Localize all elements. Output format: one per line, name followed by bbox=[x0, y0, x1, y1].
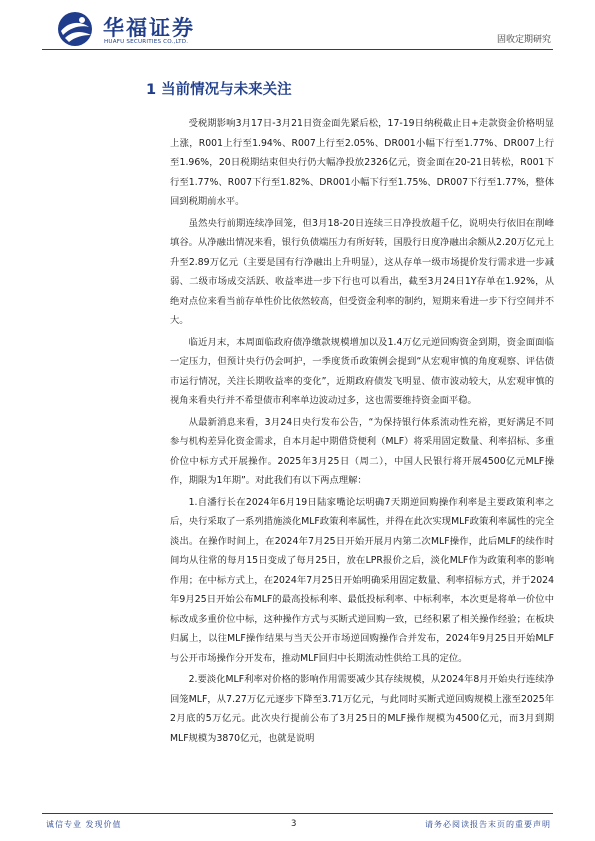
footer-disclaimer: 请务必阅读报告末页的重要声明 bbox=[425, 820, 551, 829]
body-text bbox=[170, 114, 554, 750]
footer-divider bbox=[42, 813, 553, 814]
huafu-logo-icon bbox=[55, 10, 99, 48]
page-header bbox=[0, 0, 595, 58]
logo-chinese-name: 华福证券 bbox=[103, 16, 195, 40]
footer-slogan: 诚信专业 发现价值 bbox=[46, 820, 122, 829]
logo-english-name: HUAFU SECURITIES CO.,LTD. bbox=[104, 39, 189, 45]
page-number: 3 bbox=[291, 819, 297, 829]
section-title: 1 当前情况与未来关注 bbox=[146, 82, 292, 98]
paragraph-1: 受税期影响3月17日-3月21日资金面先紧后松，17-19日纳税截止日+走款资金价格明显上涨，R001上行至1.94%、R007上行至2.05%、DR001小幅下行至1.77%、DR007上行至1.96%，20日税期结束但央行仍大幅净投放2326亿元，资金面在20-21日转松，R001下行至1.77%、R007下行至1.82%、DR001小幅下行至1.75%、DR007下行至1.77%，整体回到税期前水平。 bbox=[170, 118, 554, 207]
paragraph-4: 从最新消息来看，3月24日央行发布公告，“为保持银行体系流动性充裕，更好满足不同参与机构差异化资金需求，自本月起中期借贷便利（MLF）将采用固定数量、利率招标、多重价位中标方式开展操作。2025年3月25日（周二），中国人民银行将开展4500亿元MLF操作，期限为1年期”。对此我们有以下两点理解： bbox=[170, 416, 554, 486]
paragraph-3: 临近月末，本周面临政府债净缴款规模增加以及1.4万亿元逆回购资金到期，资金面面临一定压力，但预计央行仍会呵护，一季度货币政策例会提到“从宏观审慎的角度观察、评估债市运行情况，关注长期收益率的变化”，近期政府债发飞明显、债市波动较大，从宏观审慎的视角来看央行并不希望债市利率单边波动过多，这也需要维持资金面平稳。 bbox=[170, 336, 554, 406]
report-type-label: 固收定期研究 bbox=[496, 35, 551, 45]
paragraph-6: 2.要淡化MLF利率对价格的影响作用需要减少其存续规模，从2024年8月开始央行连续净回笼MLF，从7.27万亿元逐步下降至3.71万亿元，与此同时买断式逆回购规模上涨至2025年2月底的5万亿元。此次央行提前公布了3月25日的MLF操作规模为4500亿元，而3月到期MLF规模为3870亿元，也就是说明 bbox=[170, 674, 554, 744]
company-logo bbox=[55, 10, 205, 50]
paragraph-5: 1.自潘行长在2024年6月19日陆家嘴论坛明确7天期逆回购操作利率是主要政策利率之后，央行采取了一系列措施淡化MLF政策利率属性，并得在此次实现MLF政策利率属性的完全淡出。在操作时间上，在2024年7月25日开始开展月内第二次MLF操作，此后MLF的续作时间均从往常的每月15日变成了每月25日，放在LPR报价之后，淡化MLF作为政策利率的影响作用；在中标方式上，在2024年7月25日开始明确采用固定数量、利率招标方式，并于2024年9月25日开始公布MLF的最高投标利率、最低投标利率、中标利率，本次更是将单一价位中标改成多重价位中标，这种操作方式与买断式逆回购一致，已经积累了相关操作经验；在板块归属上，以往MLF操作结果与当天公开市场逆回购操作合并发布，2024年9月25日开始MLF与公开市场操作分开发布，推动MLF回归中长期流动性供给工具的定位。 bbox=[170, 496, 554, 664]
paragraph-2: 虽然央行前期连续净回笼，但3月18-20日连续三日净投放超千亿，说明央行依旧在削峰填谷。从净融出情况来看，银行负债端压力有所好转，国股行日度净融出余额从2.20万亿元上升至2.89万亿元（主要是国有行净融出上升明显），这从存单一级市场提价发行需求进一步减弱、二级市场成交活跃、收益率进一步下行也可以看出，截至3月24日1Y存单在1.92%，从绝对点位来看当前存单性价比依然较高，但受资金利率的制约，短期来看进一步下行空间并不大。 bbox=[170, 217, 554, 326]
header-divider bbox=[42, 49, 553, 50]
